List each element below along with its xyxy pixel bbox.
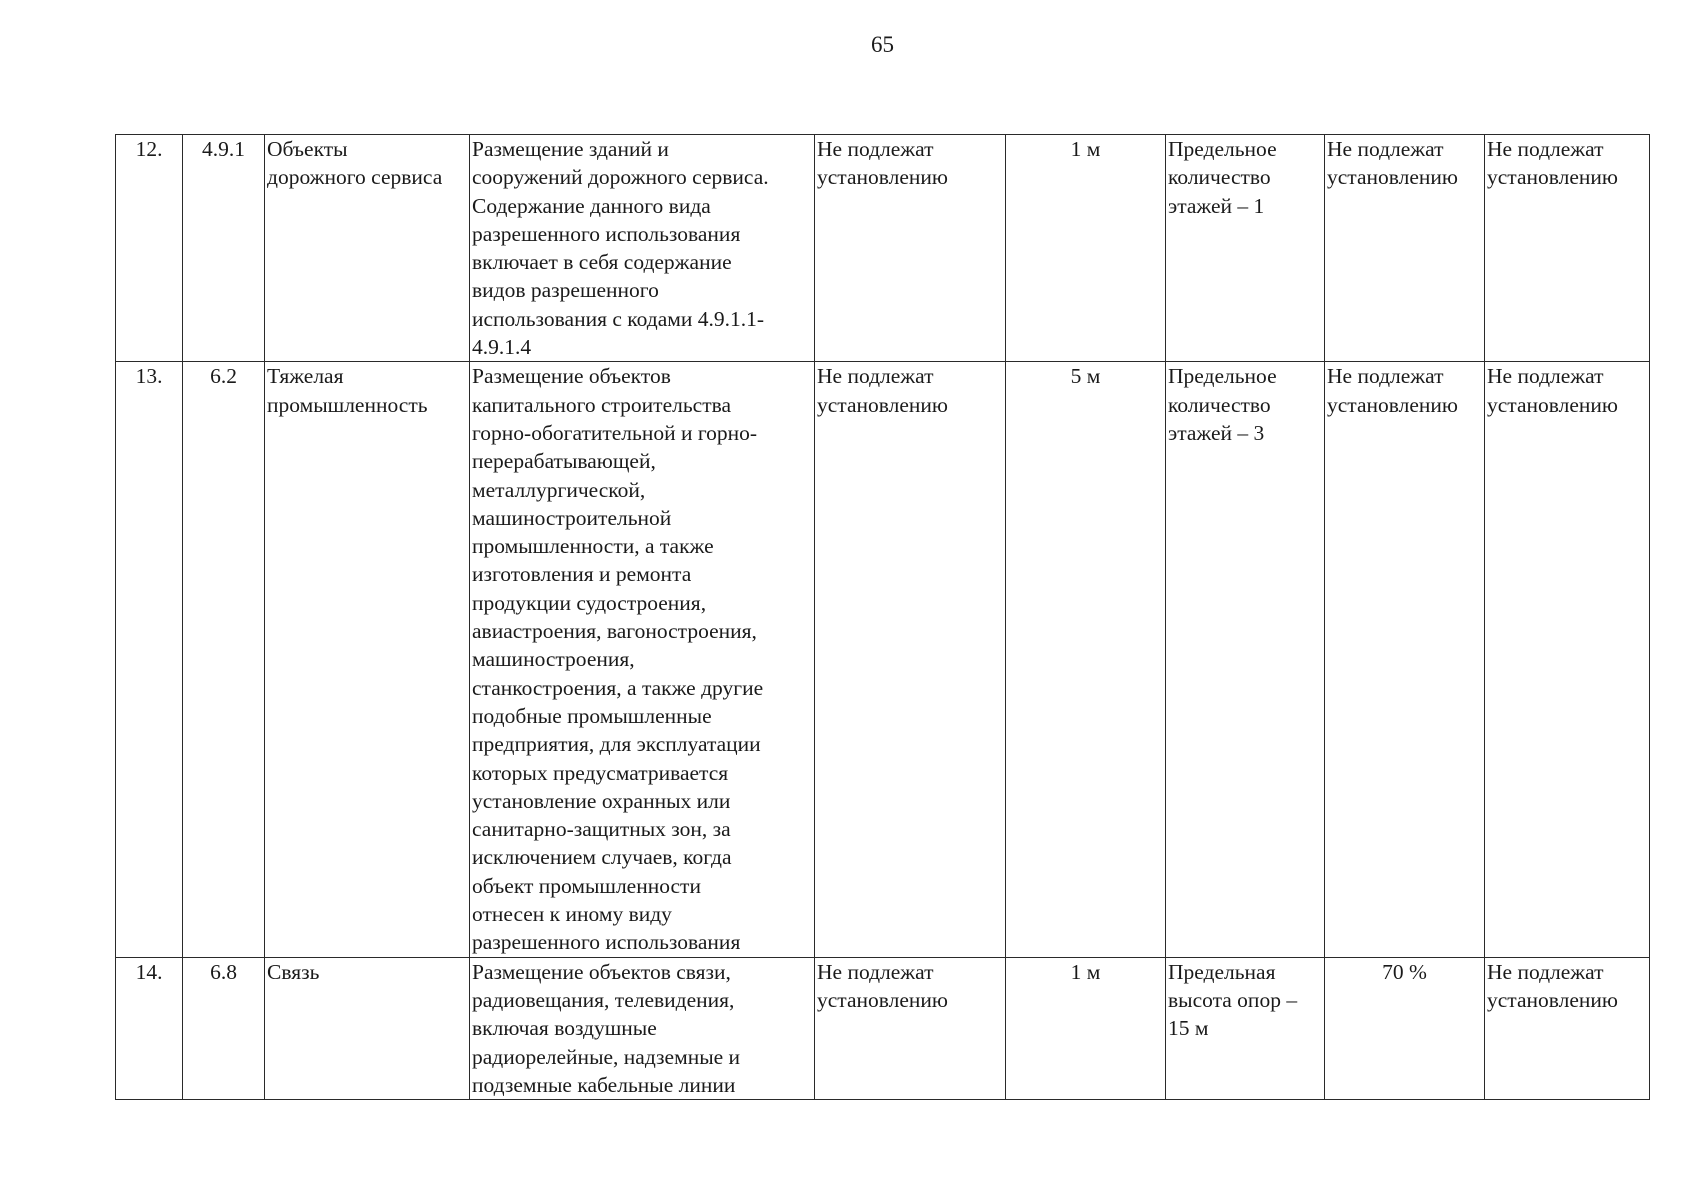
- cell-text: 13.: [135, 364, 163, 389]
- cell-text-line: перерабатывающей,: [472, 449, 656, 474]
- use-type-name-cell: [265, 135, 470, 362]
- cell-text-line: установлению: [1487, 165, 1618, 190]
- min-setback-cell: [1006, 957, 1166, 1099]
- cell-text-line: исключением случаев, когда: [472, 845, 732, 870]
- cell-text-line: объект промышленности: [472, 873, 701, 898]
- min-area-cell: [815, 362, 1006, 957]
- cell-text-line: количество: [1168, 392, 1271, 417]
- cell-text-line: Размещение зданий и: [472, 137, 669, 161]
- cell-text-line: Предельное: [1168, 364, 1277, 389]
- cell-text-line: Предельная: [1168, 959, 1276, 984]
- cell-text-line: Не подлежат: [1327, 364, 1444, 389]
- min-setback-cell: [1006, 135, 1166, 362]
- use-type-name-cell: [265, 362, 470, 957]
- cell-text-line: промышленность: [267, 392, 428, 417]
- cell-text-line: машиностроительной: [472, 505, 672, 530]
- cell-text-line: капитального строительства: [472, 392, 732, 417]
- other-params-cell: [1485, 135, 1650, 362]
- description-cell: [470, 957, 815, 1099]
- cell-text-line: Предельное: [1168, 137, 1277, 161]
- cell-text-line: Содержание данного вида: [472, 193, 711, 218]
- min-setback-cell: [1006, 362, 1166, 957]
- code-cell: [183, 135, 265, 362]
- table-body: [116, 135, 1650, 1100]
- cell-text-line: 4.9.1.4: [472, 335, 532, 360]
- table-row: [116, 135, 1650, 362]
- min-area-cell: [815, 135, 1006, 362]
- cell-text: 5 м: [1070, 364, 1101, 389]
- cell-text-line: этажей – 3: [1168, 420, 1265, 445]
- code-cell: [183, 957, 265, 1099]
- cell-text-line: машиностроения,: [472, 647, 635, 672]
- row-number-cell: [116, 135, 183, 362]
- cell-text-line: санитарно-защитных зон, за: [472, 817, 731, 842]
- cell-text-line: этажей – 1: [1168, 193, 1265, 218]
- cell-text-line: Объекты: [267, 137, 348, 161]
- cell-text-line: Не подлежат: [1487, 959, 1604, 984]
- cell-text: 4.9.1: [202, 137, 245, 161]
- cell-text-line: количество: [1168, 165, 1271, 190]
- max-floors-cell: [1166, 135, 1325, 362]
- row-number-cell: [116, 957, 183, 1099]
- cell-text-line: установлению: [817, 165, 948, 190]
- cell-text: 14.: [135, 959, 163, 984]
- cell-text-line: предприятия, для эксплуатации: [472, 732, 761, 757]
- cell-text-line: установлению: [1487, 987, 1618, 1012]
- cell-text-line: Размещение объектов связи,: [472, 959, 731, 984]
- description-cell: [470, 135, 815, 362]
- cell-text-line: включает в себя содержание: [472, 250, 732, 275]
- cell-text: 1 м: [1070, 959, 1101, 984]
- cell-text-line: разрешенного использования: [472, 221, 741, 246]
- cell-text-line: сооружений дорожного сервиса.: [472, 165, 769, 190]
- max-floors-cell: [1166, 957, 1325, 1099]
- cell-text-line: подземные кабельные линии: [472, 1072, 736, 1097]
- cell-text-line: радиорелейные, надземные и: [472, 1044, 741, 1069]
- cell-text-line: видов разрешенного: [472, 278, 659, 303]
- cell-text-line: изготовления и ремонта: [472, 562, 692, 587]
- cell-text: 1 м: [1070, 137, 1101, 161]
- cell-text-line: Тяжелая: [267, 364, 344, 389]
- row-number-cell: [116, 362, 183, 957]
- cell-text-line: радиовещания, телевидения,: [472, 987, 735, 1012]
- max-coverage-cell: [1325, 362, 1485, 957]
- cell-text-line: разрешенного использования: [472, 930, 741, 955]
- cell-text: 6.8: [210, 959, 237, 984]
- cell-text-line: станкостроения, а также другие: [472, 675, 764, 700]
- min-area-cell: [815, 957, 1006, 1099]
- table-row: [116, 362, 1650, 957]
- cell-text-line: которых предусматривается: [472, 760, 729, 785]
- cell-text-line: Не подлежат: [817, 364, 934, 389]
- cell-text-line: установлению: [1327, 392, 1458, 417]
- code-cell: [183, 362, 265, 957]
- cell-text-line: высота опор –: [1168, 987, 1298, 1012]
- cell-text: 12.: [135, 137, 163, 161]
- cell-text: 6.2: [210, 364, 237, 389]
- cell-text-line: Не подлежат: [1487, 137, 1604, 161]
- cell-text-line: Не подлежат: [1327, 137, 1444, 161]
- cell-text-line: Не подлежат: [817, 959, 934, 984]
- max-coverage-cell: [1325, 957, 1485, 1099]
- cell-text-line: Не подлежат: [817, 137, 934, 161]
- cell-text-line: установление охранных или: [472, 788, 731, 813]
- max-coverage-cell: [1325, 135, 1485, 362]
- other-params-cell: [1485, 957, 1650, 1099]
- cell-text-line: 15 м: [1168, 1016, 1209, 1041]
- cell-text-line: металлургической,: [472, 477, 646, 502]
- description-cell: [470, 362, 815, 957]
- cell-text-line: промышленности, а также: [472, 534, 714, 559]
- regulations-table: [115, 134, 1650, 1100]
- cell-text-line: дорожного сервиса: [267, 165, 443, 190]
- cell-text-line: авиастроения, вагоностроения,: [472, 619, 757, 644]
- cell-text-line: подобные промышленные: [472, 703, 712, 728]
- cell-text-line: использования с кодами 4.9.1.1-: [472, 306, 765, 331]
- page-number: 65: [871, 32, 894, 57]
- cell-text-line: установлению: [817, 987, 948, 1012]
- other-params-cell: [1485, 362, 1650, 957]
- cell-text-line: Не подлежат: [1487, 364, 1604, 389]
- cell-text-line: установлению: [817, 392, 948, 417]
- cell-text-line: установлению: [1327, 165, 1458, 190]
- cell-text-line: включая воздушные: [472, 1016, 657, 1041]
- cell-text-line: горно-обогатительной и горно-: [472, 420, 758, 445]
- cell-text-line: установлению: [1487, 392, 1618, 417]
- max-floors-cell: [1166, 362, 1325, 957]
- cell-text-line: отнесен к иному виду: [472, 902, 672, 927]
- cell-text-line: Размещение объектов: [472, 364, 671, 389]
- cell-text-line: продукции судостроения,: [472, 590, 707, 615]
- use-type-name-cell: [265, 957, 470, 1099]
- table-row: [116, 957, 1650, 1099]
- cell-text-line: Связь: [267, 959, 320, 984]
- cell-text-line: 70 %: [1382, 959, 1427, 984]
